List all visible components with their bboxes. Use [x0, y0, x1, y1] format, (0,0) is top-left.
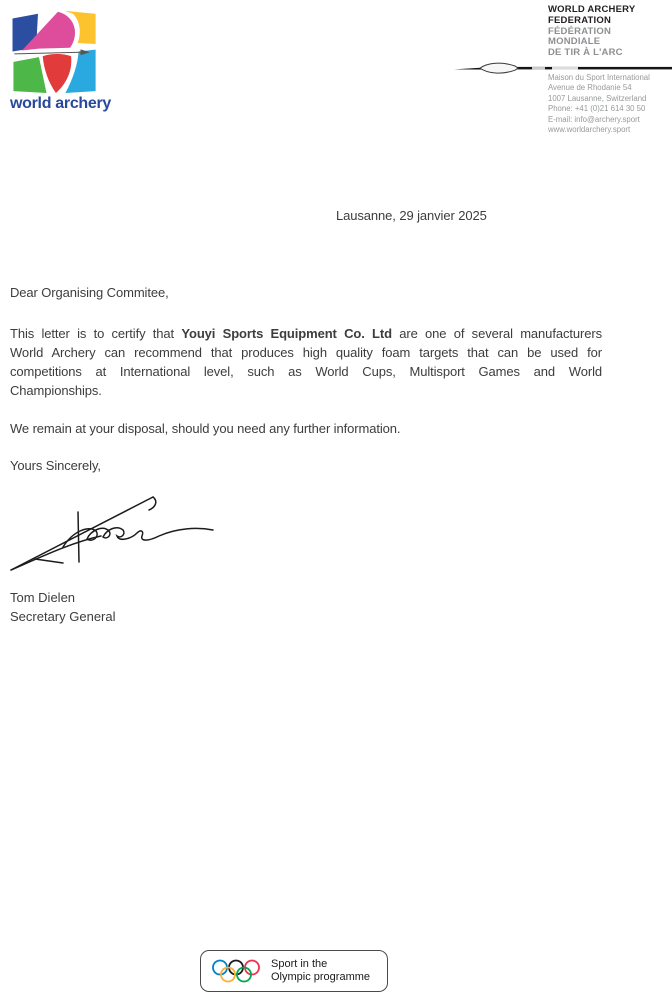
signature-icon — [5, 485, 215, 575]
olympic-badge — [200, 950, 388, 992]
org-name-en-line2: FEDERATION — [548, 14, 612, 26]
para1-text-before: This letter is to certify that — [10, 326, 182, 341]
org-name-fr-line3: DE TIR À L'ARC — [548, 47, 623, 59]
address-line: Maison du Sport International — [548, 73, 650, 82]
address-line-website: www.worldarchery.sport — [548, 125, 631, 135]
badge-text-block — [271, 958, 370, 985]
closing: Yours Sincerely, — [10, 458, 101, 473]
signer-name: Tom Dielen — [10, 590, 76, 605]
world-archery-logo-icon — [10, 9, 100, 94]
para1-text-after: are one of several manufacturers — [391, 326, 602, 341]
address-line-email: E-mail: info@archery.sport — [548, 114, 640, 124]
logo-wordmark: world archery — [10, 95, 112, 112]
badge-text-line2: Olympic programme — [271, 971, 371, 983]
org-name-fr-line1: FÉDÉRATION — [548, 25, 612, 37]
org-name-block — [548, 5, 668, 59]
body-paragraph1-line4: Championships. — [10, 383, 102, 398]
body-paragraph1-line1 — [10, 324, 602, 343]
badge-text-line1: Sport in the — [271, 957, 328, 970]
address-line: Avenue de Rhodanie 54 — [548, 83, 632, 93]
olympic-rings-icon — [210, 958, 262, 985]
body-paragraph1-line3: competitions at International level, such as World Cups, Multisport Games and World — [10, 364, 602, 379]
address-line: 1007 Lausanne, Switzerland — [548, 93, 647, 103]
address-line-phone: Phone: +41 (0)21 614 30 50 — [548, 104, 646, 114]
org-name-en-line1: WORLD ARCHERY — [548, 4, 636, 15]
contact-address — [548, 73, 672, 135]
body-paragraph1-line2: World Archery can recommend that produces high quality foam targets that can be used for — [10, 345, 602, 360]
body-paragraph2: We remain at your disposal, should you need any further information. — [10, 421, 401, 436]
company-name: Youyi Sports Equipment Co. Ltd — [181, 326, 392, 341]
salutation: Dear Organising Commitee, — [10, 285, 169, 300]
signer-title: Secretary General — [10, 609, 116, 624]
org-name-fr-line2: MONDIALE — [548, 36, 601, 48]
letter-date: Lausanne, 29 janvier 2025 — [336, 208, 487, 223]
